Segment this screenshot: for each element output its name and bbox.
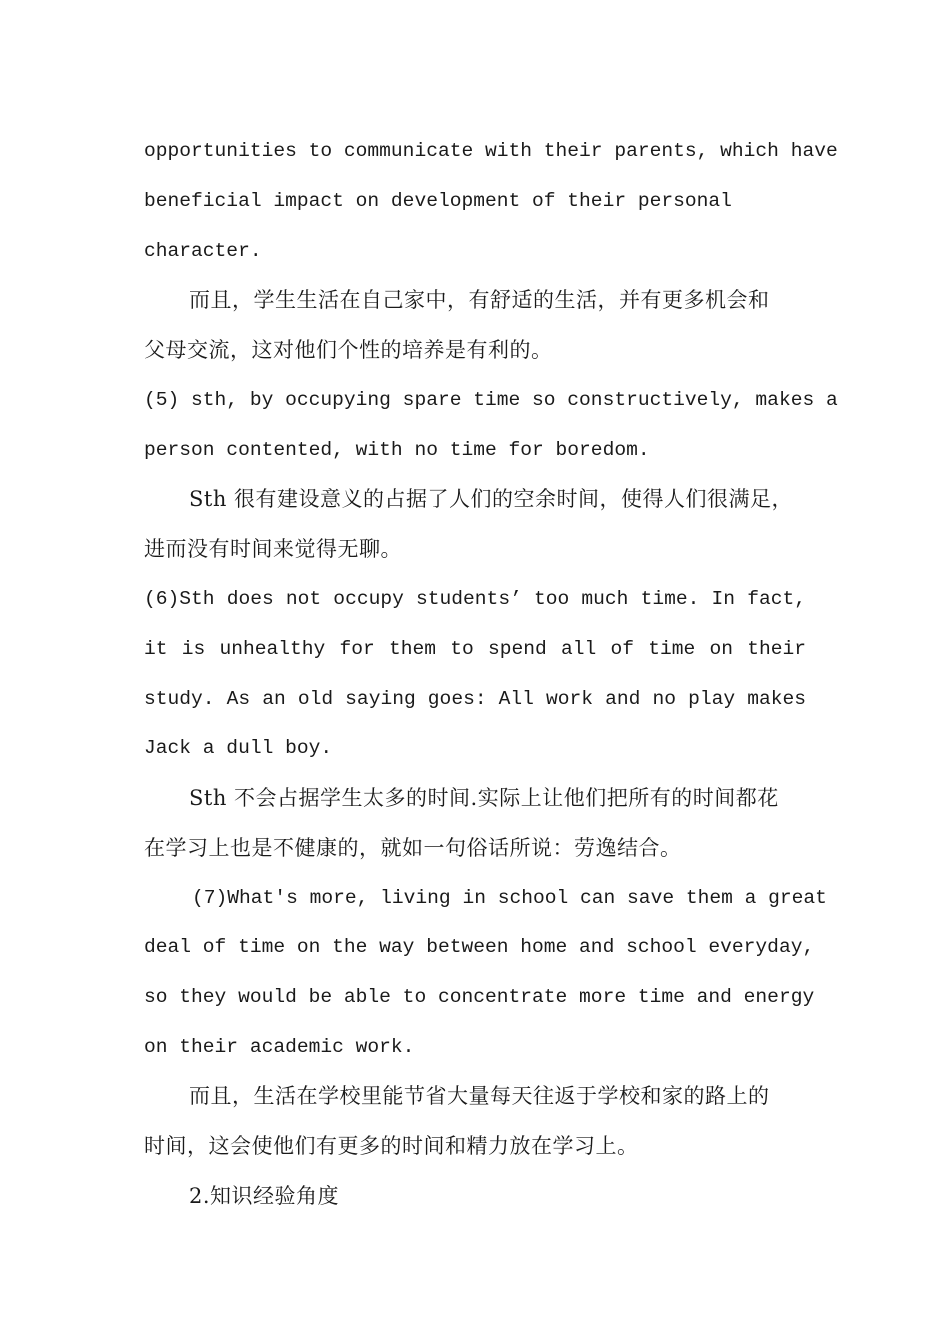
text-line: on their academic work.	[144, 1036, 415, 1058]
text-line: 而且，学生生活在自己家中，有舒适的生活，并有更多机会和	[189, 288, 770, 312]
text-line: Jack a dull boy.	[144, 737, 333, 759]
text-line: 而且，生活在学校里能节省大量每天往返于学校和家的路上的	[189, 1084, 770, 1108]
text-line: beneficial impact on development of their personal	[144, 190, 732, 212]
section-heading: 2.知识经验角度	[189, 1184, 340, 1208]
text-line: 父母交流，这对他们个性的培养是有利的。	[144, 338, 553, 362]
text-line: opportunities to communicate with their parents, which have	[144, 140, 838, 162]
text-line: person contented, with no time for boredom.	[144, 439, 650, 461]
text-line: so they would be able to concentrate more time and energy	[144, 986, 815, 1008]
text-line: it is unhealthy for them to spend all of time on their	[144, 638, 806, 660]
text-line: study. As an old saying goes: All work and no play makes	[144, 688, 806, 710]
text-line: (5) sth, by occupying spare time so constructively, makes a	[144, 389, 838, 411]
text-line: (7)What′s more, living in school can save them a great	[192, 887, 827, 909]
text-line: Sth 不会占据学生太多的时间.实际上让他们把所有的时间都花	[189, 786, 779, 810]
text-line: deal of time on the way between home and school everyday,	[144, 936, 815, 958]
text-line: character.	[144, 240, 262, 262]
text-line: 时间，这会使他们有更多的时间和精力放在学习上。	[144, 1134, 639, 1158]
text-line: (6)Sth does not occupy students’ too much time. In fact,	[144, 588, 806, 610]
text-line: 在学习上也是不健康的，就如一句俗话所说：劳逸结合。	[144, 836, 682, 860]
text-line: 进而没有时间来觉得无聊。	[144, 537, 402, 561]
text-line: Sth 很有建设意义的占据了人们的空余时间，使得人们很满足，	[189, 487, 794, 511]
